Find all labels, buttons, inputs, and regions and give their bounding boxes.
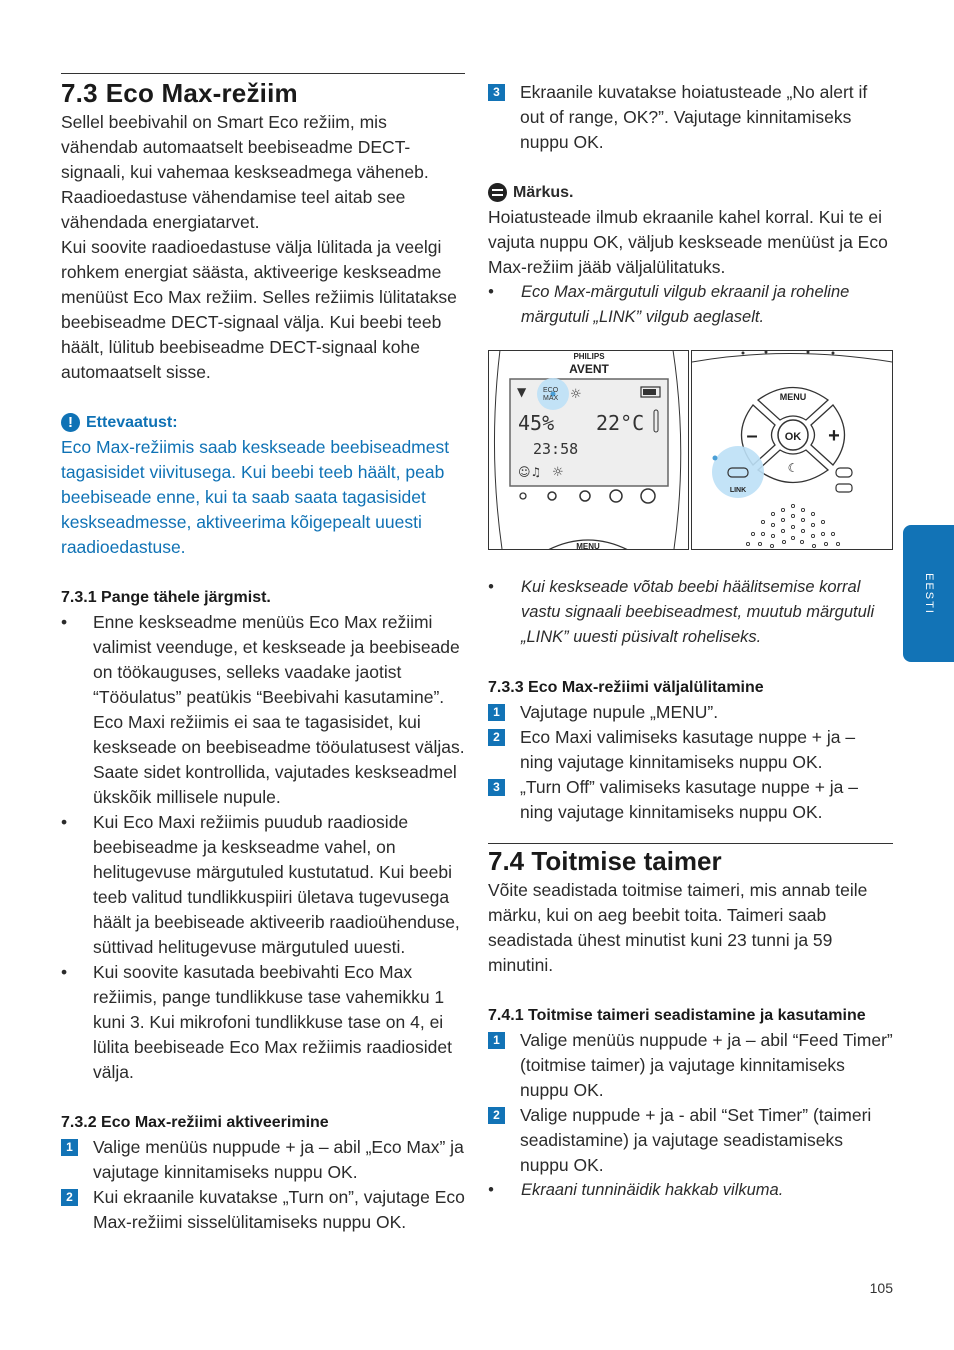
note-bullets [488,280,893,330]
nightlight-icon: ☼ [552,465,564,480]
eco-label: ECO [543,387,559,394]
temperature-readout: 22°C [596,411,645,435]
list-item: • Ekraani tunninäidik hakkab vilkuma. [488,1178,893,1203]
talk-icon: ☾ [787,461,799,475]
language-tab [903,525,954,662]
section-heading-7-4: 7.4 Toitmise taimer [488,846,722,876]
intro-paragraph-2: Kui soovite raadioedastuse välja lülitada ja veelgi rohkem energiat säästa, aktiveerige keskseadme menüüst Eco Max režiim. Selles režiimis lülitatakse beebiseadme DECT-signaal välja. Kui beebi teeb häält, lülitub beebiseadme DECT-signaal kohe automaatselt sisse. [61,237,457,382]
step-number: 3 [488,779,505,796]
device-illustration-svg [488,350,893,550]
activation-steps-continued [488,80,893,155]
list-item: • Kui Eco Maxi režiimis puudub raadioside beebiseadme ja keskseadme vahel, on helitugevuse märgutuled kustutatud. Kui beebi teeb valitud tundlikkuspiiri ületava tugevusega häält ja beebiseade aktiveerib raadioühenduse, süttivad helitugevuse märgutuled uuesti. [61,810,465,960]
considerations-list [61,610,465,1085]
time-readout: 23:58 [533,440,579,458]
humidity-readout: 45% [518,411,555,435]
step-item: 3 „Turn Off” valimiseks kasutage nuppe + ja – ning vajutage kinnitamiseks nuppu OK. [488,775,893,825]
brand-philips: PHILIPS [573,352,605,361]
step-number: 2 [61,1189,78,1206]
step-number: 1 [488,1032,505,1049]
left-column [61,73,465,1235]
step-item: 1 Valige menüüs nuppude + ja – abil „Eco Max” ja vajutage kinnitamiseks nuppu OK. [61,1135,465,1185]
step-item: 2 Kui ekraanile kuvatakse „Turn on”, vajutage Eco Max-režiimi sisselülitamiseks nuppu OK. [61,1185,465,1235]
page-number: 105 [869,1280,893,1296]
feed-timer-steps [488,1028,893,1178]
subsection-title-7-3-3: 7.3.3 Eco Max-režiimi väljalülitamine [488,679,764,696]
subsection-title-7-3-1: 7.3.1 Pange tähele järgmist. [61,589,271,606]
list-item: • Kui soovite kasutada beebivahti Eco Max režiimis, pange tundlikkuse tase vahemikku 1 kuni 3. Kui mikrofoni tundlikkuse tase on 4, ei lülita beebiseade Eco Max režiimis raadiosidet välja. [61,960,465,1085]
subsection-title-7-4-1: 7.4.1 Toitmise taimeri seadistamine ja kasutamine [488,1007,866,1024]
max-label: MAX [543,395,559,402]
light-icon: ☼ [570,387,582,402]
caution-text: Eco Max-režiimis saab keskseade beebiseadmest tagasisidet viivitusega. Kui beebi teeb häält, peab beebiseade enne, kui ta saab saata tagasisidet keskseadmesse, aktiveerima kõigepealt uuesti raadioedastuse. [61,437,450,557]
step-number: 2 [488,1107,505,1124]
step-item: 2 Valige nuppude + ja - abil “Set Timer” (taimeri seadistamine) ja vajutage seadistamiseks nuppu OK. [488,1103,893,1178]
activation-steps [61,1135,465,1235]
feed-timer-bullet [488,1178,893,1203]
ok-label: OK [784,431,802,443]
list-item: • Eco Max-märgutuli vilgub ekraanil ja roheline märgutuli „LINK” vilgub aeglaselt. [488,280,893,330]
list-item: • Kui keskseade võtab beebi häälitsemise korral vastu signaali beebiseadmest, muutub märgutuli „LINK” uuesti püsivalt roheliseks. [488,575,893,650]
step-item: 1 Valige menüüs nuppude + ja – abil “Feed Timer” (toitmise taimer) ja vajutage kinnitamiseks nuppu OK. [488,1028,893,1103]
device-illustration [488,350,893,550]
exclamation-icon: ! [61,413,80,432]
lullaby-icon: ☺♫ [518,465,542,479]
step-item: 2 Eco Maxi valimiseks kasutage nuppe + ja – ning vajutage kinnitamiseks nuppu OK. [488,725,893,775]
plus-label: + [828,425,840,447]
signal-icon: ▼ [517,385,527,399]
step-item: 1 Vajutage nupule „MENU”. [488,700,893,725]
step-item: 3 Ekraanile kuvatakse hoiatusteade „No alert if out of range, OK?”. Vajutage kinnitamiseks nuppu OK. [488,80,893,155]
step-number: 1 [488,704,505,721]
caution-title: ! Ettevaatust: [61,410,465,435]
section-heading-7-3: 7.3 Eco Max-režiim [61,78,298,108]
step-number: 3 [488,84,505,101]
language-tab-label: EESTI [922,572,935,615]
note-title: Märkus. [488,180,893,205]
note-icon [488,183,507,202]
subsection-title-7-3-2: 7.3.2 Eco Max-režiimi aktiveerimine [61,1114,329,1131]
note-text: Hoiatusteade ilmub ekraanile kahel korral. Kui te ei vajuta nuppu OK, väljub keskseade menüüst ja Eco Max-režiim jääb väljalülitatuks. [488,207,888,277]
minus-label: – [746,425,758,447]
menu-label-right: MENU [779,392,807,402]
link-label: LINK [729,487,747,494]
step-number: 1 [61,1139,78,1156]
deactivation-steps [488,700,893,825]
menu-label-left: MENU [576,542,600,550]
feed-timer-intro: Võite seadistada toitmise taimeri, mis annab teile märku, kui on aeg beebit toita. Taimeri saab seadistada ühest minutist kuni 23 tunni ja 59 minutini. [488,880,868,975]
list-item: • Enne keskseadme menüüs Eco Max režiimi valimist veenduge, et keskseade ja beebiseade on töökauguses, selleks vaadake jaotist “Tööulatus” peatükis “Beebivahi kasutamine”. Eco Maxi režiimis ei saa te tagasisidet, kui keskseade on beebiseadme tööulatusest väljas. Saate sidet kontrollida, vajutades keskseadmel ükskõik millisele nupule. [61,610,465,810]
intro-paragraph-1: Sellel beebivahil on Smart Eco režiim, mis vähendab automaatselt beebiseadme DECT-signaali, kui vahemaa keskseadmega väheneb. Raadioedastuse vähendamise teel aitab see vähendada energiatarvet. [61,112,429,232]
brand-avent: AVENT [569,362,609,376]
link-bullet [488,575,893,650]
step-number: 2 [488,729,505,746]
right-column [488,80,893,1203]
